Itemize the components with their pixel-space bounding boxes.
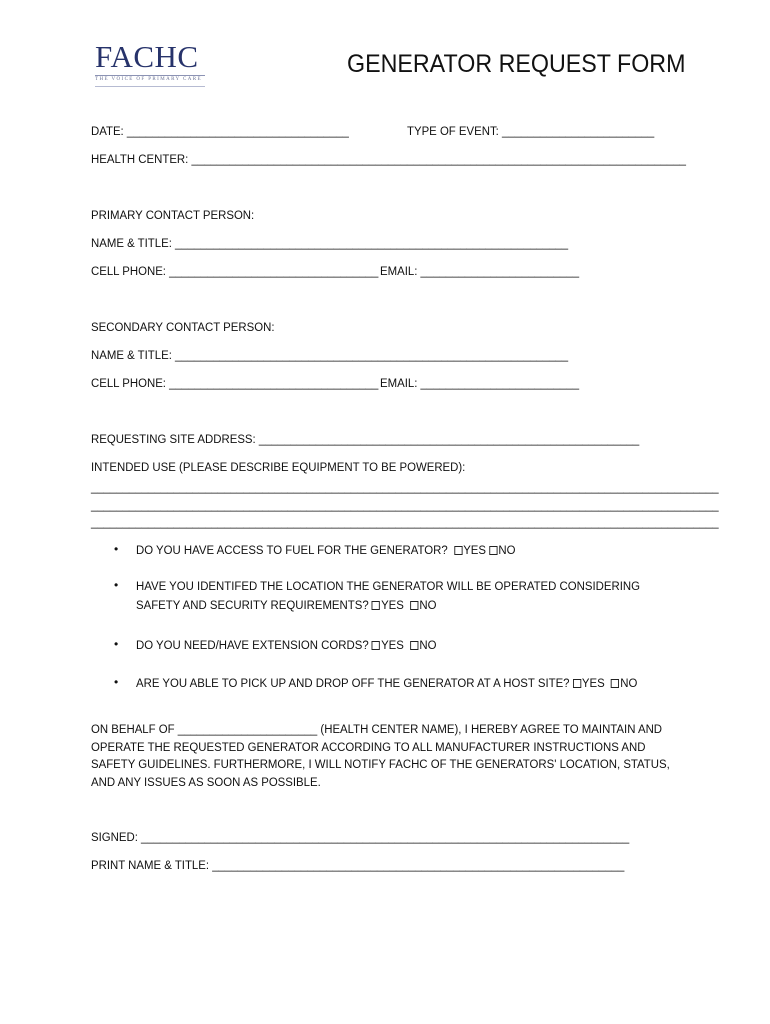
secondary-contact-heading: SECONDARY CONTACT PERSON: (91, 320, 275, 334)
event-type-field[interactable]: TYPE OF EVENT: ________________________ (407, 124, 655, 138)
secondary-name-title-field[interactable]: NAME & TITLE: ______________________________________________________________ (91, 348, 569, 362)
site-address-field[interactable]: REQUESTING SITE ADDRESS: ____________________________________________________________ (91, 432, 640, 446)
intended-use-line-1[interactable]: ___________________________________________________________________________________________________ (91, 480, 719, 494)
location-no-label: NO (419, 598, 437, 612)
question-pickup (136, 676, 637, 690)
primary-name-title-field[interactable]: NAME & TITLE: ______________________________________________________________ (91, 236, 569, 250)
fachc-logo (95, 40, 207, 87)
question-cords-text: DO YOU NEED/HAVE EXTENSION CORDS? (136, 638, 369, 652)
secondary-cell-phone-field[interactable]: CELL PHONE: _________________________________ (91, 376, 379, 390)
intended-use-line-3[interactable]: ___________________________________________________________________________________________________ (91, 515, 719, 529)
bullet-point: • (114, 542, 119, 556)
logo-name: FACHC (95, 39, 199, 74)
print-name-title-field[interactable]: PRINT NAME & TITLE: _________________________________________________________________ (91, 858, 625, 872)
cords-no-label: NO (419, 638, 437, 652)
cords-yes-checkbox[interactable] (372, 641, 380, 650)
question-cords (136, 638, 437, 652)
question-pickup-text: ARE YOU ABLE TO PICK UP AND DROP OFF THE GENERATOR AT A HOST SITE? (136, 676, 570, 690)
primary-email-field[interactable]: EMAIL: _________________________ (380, 264, 580, 278)
fuel-no-label: NO (498, 543, 516, 557)
fuel-yes-label: YES (463, 543, 487, 557)
primary-contact-heading: PRIMARY CONTACT PERSON: (91, 208, 255, 222)
intended-use-line-2[interactable]: ___________________________________________________________________________________________________ (91, 498, 719, 512)
fuel-no-checkbox[interactable] (489, 546, 497, 555)
date-field[interactable]: DATE: ___________________________________ (91, 124, 349, 138)
signed-field[interactable]: SIGNED: _____________________________________________________________________________ (91, 830, 630, 844)
cords-no-checkbox[interactable] (410, 641, 418, 650)
bullet-point: • (114, 675, 119, 689)
pickup-no-checkbox[interactable] (611, 679, 619, 688)
pickup-no-label: NO (620, 676, 638, 690)
logo-tagline: THE VOICE OF PRIMARY CARE (95, 77, 202, 82)
logo-rule-bottom (95, 86, 205, 87)
form-title: GENERATOR REQUEST FORM (347, 50, 686, 78)
agreement-line-1: ON BEHALF OF ______________________ (HEALTH CENTER NAME), I HEREBY AGREE TO MAINTAIN AND (91, 722, 663, 736)
intended-use-label: INTENDED USE (PLEASE DESCRIBE EQUIPMENT TO BE POWERED): (91, 460, 466, 474)
agreement-line-4: AND ANY ISSUES AS SOON AS POSSIBLE. (91, 774, 321, 789)
agreement-paragraph (91, 721, 680, 791)
cords-yes-label: YES (381, 638, 404, 652)
question-fuel-text: DO YOU HAVE ACCESS TO FUEL FOR THE GENERATOR? (136, 543, 448, 557)
location-yes-label: YES (381, 598, 404, 612)
primary-cell-phone-field[interactable]: CELL PHONE: _________________________________ (91, 264, 379, 278)
question-fuel (136, 543, 516, 557)
question-location-text: SAFETY AND SECURITY REQUIREMENTS? (136, 598, 369, 612)
pickup-yes-checkbox[interactable] (573, 679, 581, 688)
health-center-field[interactable]: HEALTH CENTER: ______________________________________________________________________________ (91, 152, 687, 166)
location-yes-checkbox[interactable] (372, 601, 380, 610)
bullet-point: • (114, 637, 119, 651)
fuel-yes-checkbox[interactable] (454, 546, 462, 555)
bullet-point: • (114, 578, 119, 592)
question-location-line-1: HAVE YOU IDENTIFED THE LOCATION THE GENERATOR WILL BE OPERATED CONSIDERING (136, 579, 640, 593)
agreement-line-3: SAFETY GUIDELINES. FURTHERMORE, I WILL NOTIFY FACHC OF THE GENERATORS' LOCATION, STATUS, (91, 757, 670, 771)
pickup-yes-label: YES (581, 676, 605, 690)
location-no-checkbox[interactable] (410, 601, 418, 610)
secondary-email-field[interactable]: EMAIL: _________________________ (380, 376, 580, 390)
agreement-line-2: OPERATE THE REQUESTED GENERATOR ACCORDING TO ALL MANUFACTURER INSTRUCTIONS AND (91, 739, 646, 754)
question-location-line-2 (136, 598, 437, 612)
